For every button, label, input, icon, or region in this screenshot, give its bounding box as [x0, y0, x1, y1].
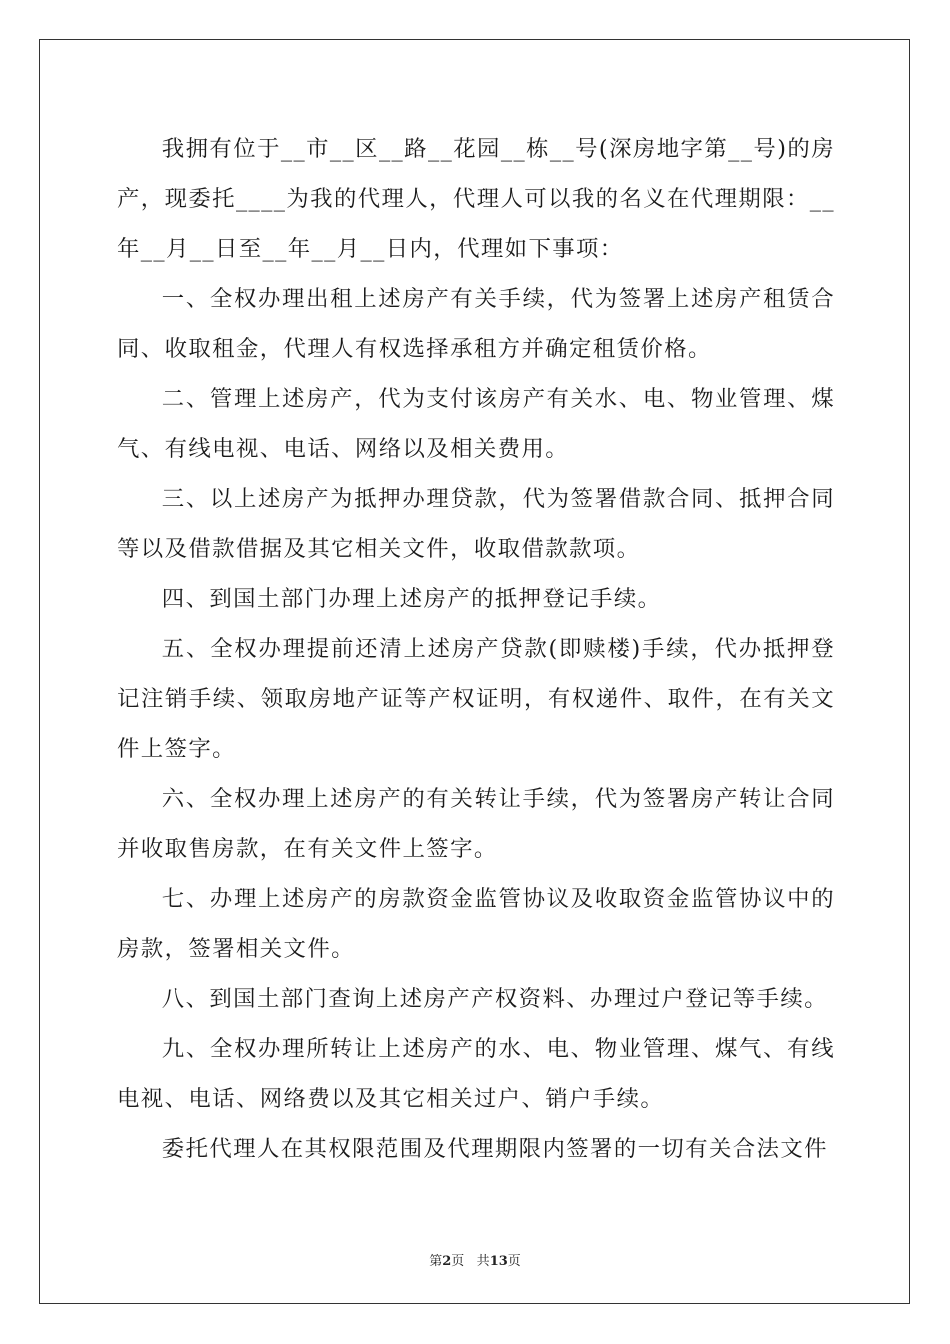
paragraph-intro: 我拥有位于__市__区__路__花园__栋__号(深房地字第__号)的房产，现委托____为我的代理人，代理人可以我的名义在代理期限：__年__月__日至__年__月__日内，代理如下事项： — [117, 136, 835, 262]
paragraph-item-1: 一、全权办理出租上述房产有关手续，代为签署上述房产租赁合同、收取租金，代理人有权选择承租方并确定租赁价格。 — [117, 286, 835, 362]
paragraph-item-3: 三、以上述房产为抵押办理贷款，代为签署借款合同、抵押合同等以及借款借据及其它相关文件，收取借款款项。 — [117, 486, 835, 562]
paragraph-closing: 委托代理人在其权限范围及代理期限内签署的一切有关合法文件 — [161, 1136, 828, 1162]
paragraph-item-9: 九、全权办理所转让上述房产的水、电、物业管理、煤气、有线电视、电话、网络费以及其它相关过户、销户手续。 — [117, 1036, 835, 1112]
page-label-suffix: 页 — [451, 1254, 465, 1269]
total-label-prefix: 共 — [476, 1254, 490, 1269]
paragraph-item-6: 六、全权办理上述房产的有关转让手续，代为签署房产转让合同并收取售房款，在有关文件上签字。 — [117, 786, 835, 862]
document-body — [117, 124, 835, 1174]
paragraph-item-7: 七、办理上述房产的房款资金监管协议及收取资金监管协议中的房款，签署相关文件。 — [117, 886, 835, 962]
paragraph-item-4: 四、到国土部门办理上述房产的抵押登记手续。 — [161, 586, 662, 612]
total-label-suffix: 页 — [507, 1254, 521, 1269]
total-pages: 13 — [489, 1254, 508, 1269]
page-label-prefix: 第 — [429, 1254, 443, 1269]
paragraph-item-5: 五、全权办理提前还清上述房产贷款(即赎楼)手续，代办抵押登记注销手续、领取房地产证等产权证明，有权递件、取件，在有关文件上签字。 — [117, 636, 835, 762]
page-number: 2 — [442, 1254, 452, 1269]
paragraph-item-8: 八、到国土部门查询上述房产产权资料、办理过户登记等手续。 — [161, 986, 828, 1012]
page-footer — [0, 1250, 950, 1269]
paragraph-item-2: 二、管理上述房产，代为支付该房产有关水、电、物业管理、煤气、有线电视、电话、网络以及相关费用。 — [117, 386, 835, 462]
